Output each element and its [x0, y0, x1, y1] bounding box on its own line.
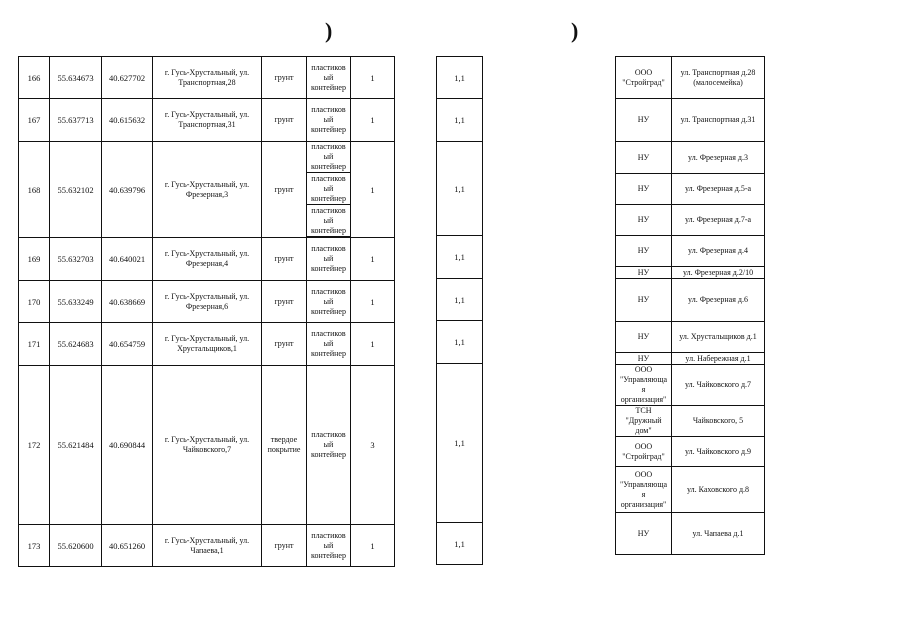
owner-object-cell: Чайковского, 5	[672, 406, 765, 437]
owner-row	[616, 353, 765, 365]
owner-object-cell: ул. Чайковского д.7	[672, 365, 765, 406]
container-count-cell: 1	[351, 99, 395, 142]
owner-org-cell: ООО "Стройград"	[616, 437, 672, 467]
owner-row	[616, 437, 765, 467]
latitude-cell: 55.620600	[50, 525, 102, 567]
volume-cell: 1,1	[437, 364, 483, 523]
owner-object-cell: ул. Фрезерная д.6	[672, 279, 765, 322]
surface-cell: грунт	[262, 142, 307, 238]
table-row	[19, 238, 395, 281]
volume-row	[437, 321, 483, 364]
address-cell: г. Гусь-Хрустальный, ул. Чайковского,7	[153, 366, 262, 525]
owner-object-cell: ул. Фрезерная д.5-а	[672, 174, 765, 205]
longitude-cell: 40.638669	[102, 281, 153, 323]
row-number: 170	[19, 281, 50, 323]
owner-row	[616, 279, 765, 322]
container-type-text: пластиков ый контейнер	[311, 105, 346, 134]
latitude-cell: 55.624683	[50, 323, 102, 366]
container-type-text: пластиков ый контейнер	[307, 142, 350, 173]
container-type-text: пластиков ый контейнер	[311, 430, 346, 459]
table-row	[19, 525, 395, 567]
volume-row	[437, 99, 483, 142]
latitude-cell: 55.632102	[50, 142, 102, 238]
table-row	[19, 281, 395, 323]
latitude-cell: 55.632703	[50, 238, 102, 281]
table-row	[19, 142, 395, 238]
longitude-cell: 40.640021	[102, 238, 153, 281]
owners-table	[615, 56, 765, 555]
longitude-cell: 40.690844	[102, 366, 153, 525]
owner-org-cell: НУ	[616, 205, 672, 236]
latitude-cell: 55.637713	[50, 99, 102, 142]
volume-cell: 1,1	[437, 321, 483, 364]
volume-row	[437, 236, 483, 279]
owner-object-cell: ул. Фрезерная д.7-а	[672, 205, 765, 236]
owner-org-cell: ООО "Стройград"	[616, 57, 672, 99]
longitude-cell: 40.651260	[102, 525, 153, 567]
row-number: 167	[19, 99, 50, 142]
volume-row	[437, 142, 483, 236]
volume-row	[437, 364, 483, 523]
owner-row	[616, 267, 765, 279]
latitude-cell: 55.621484	[50, 366, 102, 525]
scan-mark-right: )	[571, 18, 579, 43]
container-count-cell: 1	[351, 323, 395, 366]
container-type-text: пластиков ый контейнер	[311, 329, 346, 358]
container-type-cell	[307, 238, 351, 281]
table-row	[19, 323, 395, 366]
table-row	[19, 366, 395, 525]
surface-cell: грунт	[262, 281, 307, 323]
container-type-text: пластиков ый контейнер	[311, 530, 346, 560]
container-count-cell: 1	[351, 142, 395, 238]
owner-org-cell: НУ	[616, 267, 672, 279]
owner-row	[616, 406, 765, 437]
owner-row	[616, 99, 765, 142]
container-type-text: пластиков ый контейнер	[307, 174, 350, 205]
owner-row	[616, 322, 765, 353]
container-type-cell	[307, 281, 351, 323]
owner-org-cell: НУ	[616, 174, 672, 205]
owner-object-cell: ул. Хрустальщиков д.1	[672, 322, 765, 353]
owner-row	[616, 142, 765, 174]
volume-cell: 1,1	[437, 236, 483, 279]
surface-cell: грунт	[262, 99, 307, 142]
owner-org-cell: ТСН "Дружный дом"	[616, 406, 672, 437]
owner-object-cell: ул. Транспортная д.31	[672, 99, 765, 142]
address-cell: г. Гусь-Хрустальный, ул. Фрезерная,3	[153, 142, 262, 238]
row-number: 172	[19, 366, 50, 525]
container-count-cell: 1	[351, 525, 395, 567]
owner-object-cell: ул. Чайковского д.9	[672, 437, 765, 467]
container-count-cell: 1	[351, 281, 395, 323]
owner-row	[616, 205, 765, 236]
owner-org-cell: НУ	[616, 99, 672, 142]
owner-object-cell: ул. Чапаева д.1	[672, 513, 765, 555]
longitude-cell: 40.615632	[102, 99, 153, 142]
owner-org-cell: НУ	[616, 353, 672, 365]
volume-cell: 1,1	[437, 57, 483, 99]
container-count-cell: 3	[351, 366, 395, 525]
container-type-text: пластиков ый контейнер	[311, 244, 346, 273]
surface-cell: грунт	[262, 238, 307, 281]
owner-object-cell: ул. Фрезерная д.3	[672, 142, 765, 174]
table-row	[19, 99, 395, 142]
volume-cell: 1,1	[437, 142, 483, 236]
owner-object-cell: ул. Фрезерная д.2/10	[672, 267, 765, 279]
owner-org-cell: ООО "Управляюща я организация"	[616, 365, 672, 406]
address-cell: г. Гусь-Хрустальный, ул. Транспортная,28	[153, 57, 262, 99]
surface-cell: грунт	[262, 323, 307, 366]
row-number: 173	[19, 525, 50, 567]
owner-object-cell: ул. Транспортная д.28 (малосемейка)	[672, 57, 765, 99]
volume-cell: 1,1	[437, 279, 483, 321]
container-type-cell	[307, 99, 351, 142]
surface-cell: грунт	[262, 525, 307, 567]
container-type-text: пластиков ый контейнер	[311, 286, 346, 316]
owner-org-cell: НУ	[616, 279, 672, 322]
longitude-cell: 40.627702	[102, 57, 153, 99]
owner-row	[616, 57, 765, 99]
owner-org-cell: НУ	[616, 142, 672, 174]
longitude-cell: 40.639796	[102, 142, 153, 238]
container-type-cell	[307, 366, 351, 525]
container-type-text: пластиков ый контейнер	[311, 62, 346, 92]
owner-object-cell: ул. Фрезерная д.4	[672, 236, 765, 267]
surface-cell: грунт	[262, 57, 307, 99]
container-type-text: пластиков ый контейнер	[307, 206, 350, 237]
row-number: 171	[19, 323, 50, 366]
container-count-cell: 1	[351, 57, 395, 99]
volume-row	[437, 523, 483, 565]
row-number: 169	[19, 238, 50, 281]
owner-row	[616, 174, 765, 205]
surface-cell: твердое покрытие	[262, 366, 307, 525]
latitude-cell: 55.634673	[50, 57, 102, 99]
address-cell: г. Гусь-Хрустальный, ул. Фрезерная,6	[153, 281, 262, 323]
container-count-cell: 1	[351, 238, 395, 281]
owner-object-cell: ул. Каховского д.8	[672, 467, 765, 513]
table-row	[19, 57, 395, 99]
owner-org-cell: ООО "Управляюща я организация"	[616, 467, 672, 513]
owner-row	[616, 236, 765, 267]
volume-row	[437, 57, 483, 99]
owner-org-cell: НУ	[616, 322, 672, 353]
owner-row	[616, 365, 765, 406]
address-cell: г. Гусь-Хрустальный, ул. Хрустальщиков,1	[153, 323, 262, 366]
volume-cell: 1,1	[437, 523, 483, 565]
address-cell: г. Гусь-Хрустальный, ул. Чапаева,1	[153, 525, 262, 567]
row-number: 166	[19, 57, 50, 99]
address-cell: г. Гусь-Хрустальный, ул. Фрезерная,4	[153, 238, 262, 281]
sites-table	[18, 56, 395, 567]
longitude-cell: 40.654759	[102, 323, 153, 366]
owner-org-cell: НУ	[616, 236, 672, 267]
scan-mark-left: )	[325, 18, 333, 43]
owner-row	[616, 513, 765, 555]
container-type-cell	[307, 57, 351, 99]
owner-object-cell: ул. Набережная д.1	[672, 353, 765, 365]
address-cell: г. Гусь-Хрустальный, ул. Транспортная,31	[153, 99, 262, 142]
container-type-cell	[307, 525, 351, 567]
volume-row	[437, 279, 483, 321]
owner-org-cell: НУ	[616, 513, 672, 555]
row-number: 168	[19, 142, 50, 238]
owner-row	[616, 467, 765, 513]
container-type-cell	[307, 142, 351, 238]
volume-cell: 1,1	[437, 99, 483, 142]
container-type-cell	[307, 323, 351, 366]
latitude-cell: 55.633249	[50, 281, 102, 323]
volume-table	[436, 56, 483, 565]
